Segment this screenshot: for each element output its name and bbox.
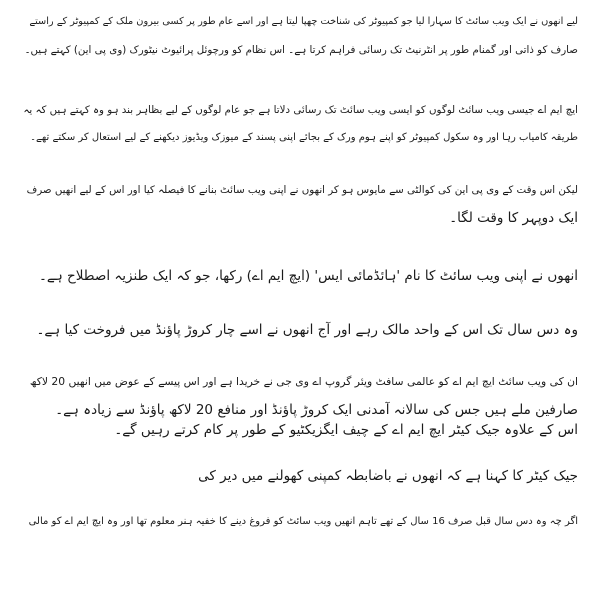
paragraph-1	[22, 8, 578, 64]
paragraph-3	[22, 176, 578, 232]
paragraph-line: صارف کو ذاتی اور گمنام طور پر انٹرنیٹ تک رسائی فراہم کرتا ہے۔ اس نظام کو ورچوئل پرائیوٹ نیٹورک (وی پی این) کہتے ہیں۔	[24, 44, 578, 56]
paragraph-line: طریقہ کامیاب رہا اور وہ سکول کمپیوٹر کو اپنے ہوم ورک کے بجائے اپنی پسند کے میوزک ویڈیوز دیکھنے کے لیے استعال کر سکتے تھے۔	[30, 132, 578, 143]
paragraph-line: انھوں نے اپنی ویب سائٹ کا نام 'ہائڈمائی ایس' (ایچ ایم اے) رکھا، جو کہ ایک طنزیہ اصطلاح ہے۔	[39, 268, 578, 284]
paragraph-7	[22, 416, 578, 444]
paragraph-4	[22, 262, 578, 290]
paragraph-line: لیکن اس وقت کے وی پی این کی کوالٹی سے مایوس ہو کر انھوں نے اپنی ویب سائٹ بنانے کا فیصلہ کیا اور اس کے لیے انھیں صرف	[26, 184, 578, 196]
paragraph-line: صارفین ملے ہیں جس کی سالانہ آمدنی ایک کروڑ پاؤنڈ اور منافع 20 لاکھ پاؤنڈ سے زیادہ ہے۔	[55, 402, 578, 418]
paragraph-9	[22, 508, 578, 536]
paragraph-2	[22, 96, 578, 152]
paragraph-line: ان کی ویب سائٹ ایچ ایم اے کو عالمی سافٹ ویئر گروپ اے وی جی نے خریدا ہے اور اس پیسے کے عوض میں انھیں 20 لاکھ	[29, 375, 578, 388]
paragraph-line: اگر چہ وہ دس سال قبل صرف 16 سال کے تھے تاہم انھیں ویب سائٹ کو فروغ دینے کا خفیہ ہنر معلوم تھا اور وہ ایچ ایم اے کو مالی	[28, 516, 578, 527]
paragraph-line: ایچ ایم اے جیسی ویب سائٹ لوگوں کو ایسی ویب سائٹ تک رسائی دلاتا ہے جو عام لوگوں کے لیے بظاہر بند ہو وہ کہتے ہیں کہ یہ	[23, 104, 578, 116]
paragraph-line: لیے انھوں نے ایک ویب سائٹ کا سہارا لیا جو کمپیوٹر کی شناخت چھپا لیتا ہے اور اسے عام طور پر کسی بیرون ملک کے کمپیوٹر کے راستے	[29, 16, 578, 27]
paragraph-line: جیک کیٹر کا کہنا ہے کہ انھوں نے باضابطہ کمپنی کھولنے میں دیر کی	[198, 468, 578, 484]
paragraph-8	[22, 462, 578, 490]
paragraph-line: ایک دوپہر کا وقت لگا۔	[449, 210, 578, 226]
paragraph-line: اس کے علاوہ جیک کیٹر ایچ ایم اے کے چیف ایگزیکٹیو کے طور پر کام کرتے رہیں گے۔	[114, 422, 578, 438]
paragraph-line: وہ دس سال تک اس کے واحد مالک رہے اور آج انھوں نے اسے چار کروڑ پاؤنڈ میں فروخت کیا ہے۔	[36, 322, 578, 338]
paragraph-5	[22, 316, 578, 344]
